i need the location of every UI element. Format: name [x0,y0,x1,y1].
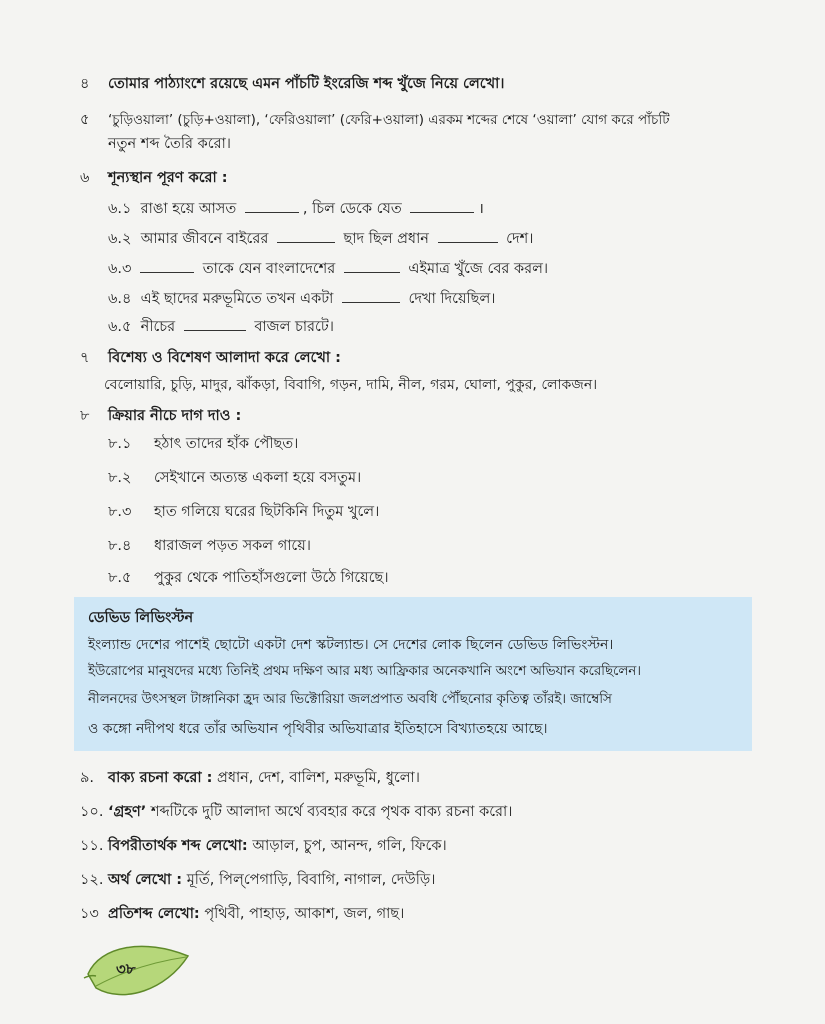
info-box-line: ও কঙ্গো নদীপথ ধরে তাঁর অভিযান পৃথিবীর অভিযাত্রার ইতিহাসে বিখ্যাতহয়ে আছে। [88,721,548,737]
question-text: শব্দটিকে দুটি আলাদা অর্থে ব্যবহার করে পৃথক বাক্য রচনা করো। [150,804,513,820]
question-number: ১১. [80,838,104,854]
question-number: ৭ [80,350,90,366]
question-label: বাক্য রচনা করো : [108,770,213,786]
question-label: অর্থ লেখো : [108,872,183,888]
blank-line[interactable] [342,288,400,303]
question-number: ৬ [80,170,90,186]
blank-line[interactable] [140,258,194,273]
question-title: বিশেষ্য ও বিশেষণ আলাদা করে লেখো : [108,350,341,366]
fill-blank-item [108,258,548,279]
question-label: প্রতিশব্দ লেখো: [108,906,200,922]
item-number: ৮.৫ [108,570,132,586]
fill-blank-item [108,288,495,309]
verb-item [108,536,311,556]
info-box-line: নীলনদের উৎসস্থল টাঙ্গানিকা হ্রদ আর ভিক্টোরিয়া জলপ্রপাত অবধি পৌঁছনোর কৃতিত্ব তাঁরই। জাম্বেসি [88,692,612,707]
item-text: হাত গলিয়ে ঘরের ছিটকিনি দিতুম খুলে। [154,504,380,520]
blank-line[interactable] [438,228,498,243]
fill-blank-item [108,228,533,249]
question-number: ১০. [80,804,104,820]
blank-line[interactable] [410,198,474,213]
item-text: হঠাৎ তাদের হাঁক পৌছত। [154,436,299,452]
question-text: তোমার পাঠ্যাংশে রয়েছে এমন পাঁচটি ইংরেজি শব্দ খুঁজে নিয়ে লেখো। [108,76,505,92]
info-box-line: ইউরোপের মানুষদের মধ্যে তিনিই প্রথম দক্ষিণ আর মধ্য আফ্রিকার অনেকখানি অংশে অভিযান করেছিলেন। [88,664,641,679]
question-5-line-2: নতুন শব্দ তৈরি করো। [108,136,231,152]
item-text: এই ছাদের মরুভূমিতে তখন একটা [140,291,334,307]
question-number: ৯. [80,770,95,786]
question-label: ‘গ্রহণ’ [108,804,147,820]
question-text: পৃথিবী, পাহাড়, আকাশ, জল, গাছ। [204,906,405,922]
item-number: ৮.২ [108,470,132,486]
item-text: নীচের [140,319,176,335]
leaf-icon [82,938,192,1004]
question-text: আড়াল, চুপ, আনন্দ, গলি, ফিকে। [252,838,447,854]
item-number: ৬.৫ [108,319,132,335]
info-box-title: ডেভিড লিভিংস্টন [88,610,194,626]
item-text: ছাদ ছিল প্রধান [343,231,429,247]
blank-line[interactable] [184,316,246,331]
item-text: । [478,201,484,217]
blank-line[interactable] [344,258,400,273]
verb-item [108,434,298,454]
question-text: মূর্তি, পিল্‌পেগাড়ি, বিবাগি, নাগাল, দেউড়ি। [186,872,436,888]
item-text: রাঙা হয়ে আসত [140,201,237,217]
verb-item [108,502,379,522]
item-text: বাজল চারটে। [254,319,334,335]
item-text: সেইখানে অত্যন্ত একলা হয়ে বসতুম। [154,470,362,486]
item-text: তাকে যেন বাংলাদেশের [202,261,336,277]
item-number: ৬.২ [108,231,132,247]
page-number: ৩৮ [116,960,136,978]
question-title: শূন্যস্থান পূরণ করো : [108,170,228,186]
item-text: দেখা দিয়েছিল। [408,291,496,307]
item-text: দেশ। [506,231,534,247]
item-text: এইমাত্র খুঁজে বের করল। [408,261,549,277]
question-text-line-1: ‘চুড়িওয়ালা’ (চুড়ি+ওয়ালা), ‘ফেরিওয়ালা’ (ফেরি+ওয়ালা) এরকম শব্দের শেষে ‘ওয়ালা’ যোগ করে পাঁচটি [108,112,670,128]
item-number: ৮.৩ [108,504,132,520]
word-list: বেলোয়ারি, চুড়ি, মাদুর, ঝাঁকড়া, বিবাগি, গড়ন, দামি, নীল, গরম, ঘোলা, পুকুর, লোকজন। [104,377,598,393]
fill-blank-item [108,198,484,219]
page-number-badge [82,938,192,1004]
question-number: ৫ [80,112,90,128]
item-text: আমার জীবনে বাইরের [140,231,269,247]
item-number: ৮.১ [108,436,132,452]
item-number: ৬.৩ [108,261,132,277]
item-number: ৬.৪ [108,291,132,307]
info-box-line: ইংল্যান্ড দেশের পাশেই ছোটো একটা দেশ স্কটল্যান্ড। সে দেশের লোক ছিলেন ডেভিড লিভিংস্টন। [88,637,614,653]
info-box-david-livingstone [74,597,752,751]
item-number: ৮.৪ [108,538,132,554]
question-number: ১৩ [80,906,99,922]
question-label: বিপরীতার্থক শব্দ লেখো: [108,838,248,854]
item-number: ৬.১ [108,201,132,217]
item-text: , চিল ডেকে যেত [302,201,402,217]
question-text: প্রধান, দেশ, বালিশ, মরুভূমি, ধুলো। [217,770,420,786]
verb-item [108,468,361,488]
verb-item [108,568,389,588]
question-number: ৪ [80,76,90,92]
question-title: ক্রিয়ার নীচে দাগ দাও : [108,408,242,424]
fill-blank-item [108,316,334,337]
question-number: ৮ [80,408,90,424]
item-text: ধারাজল পড়ত সকল গায়ে। [154,538,311,554]
item-text: পুকুর থেকে পাতিহাঁসগুলো উঠে গিয়েছে। [154,570,389,586]
blank-line[interactable] [277,228,335,243]
question-number: ১২. [80,872,104,888]
blank-line[interactable] [245,198,299,213]
